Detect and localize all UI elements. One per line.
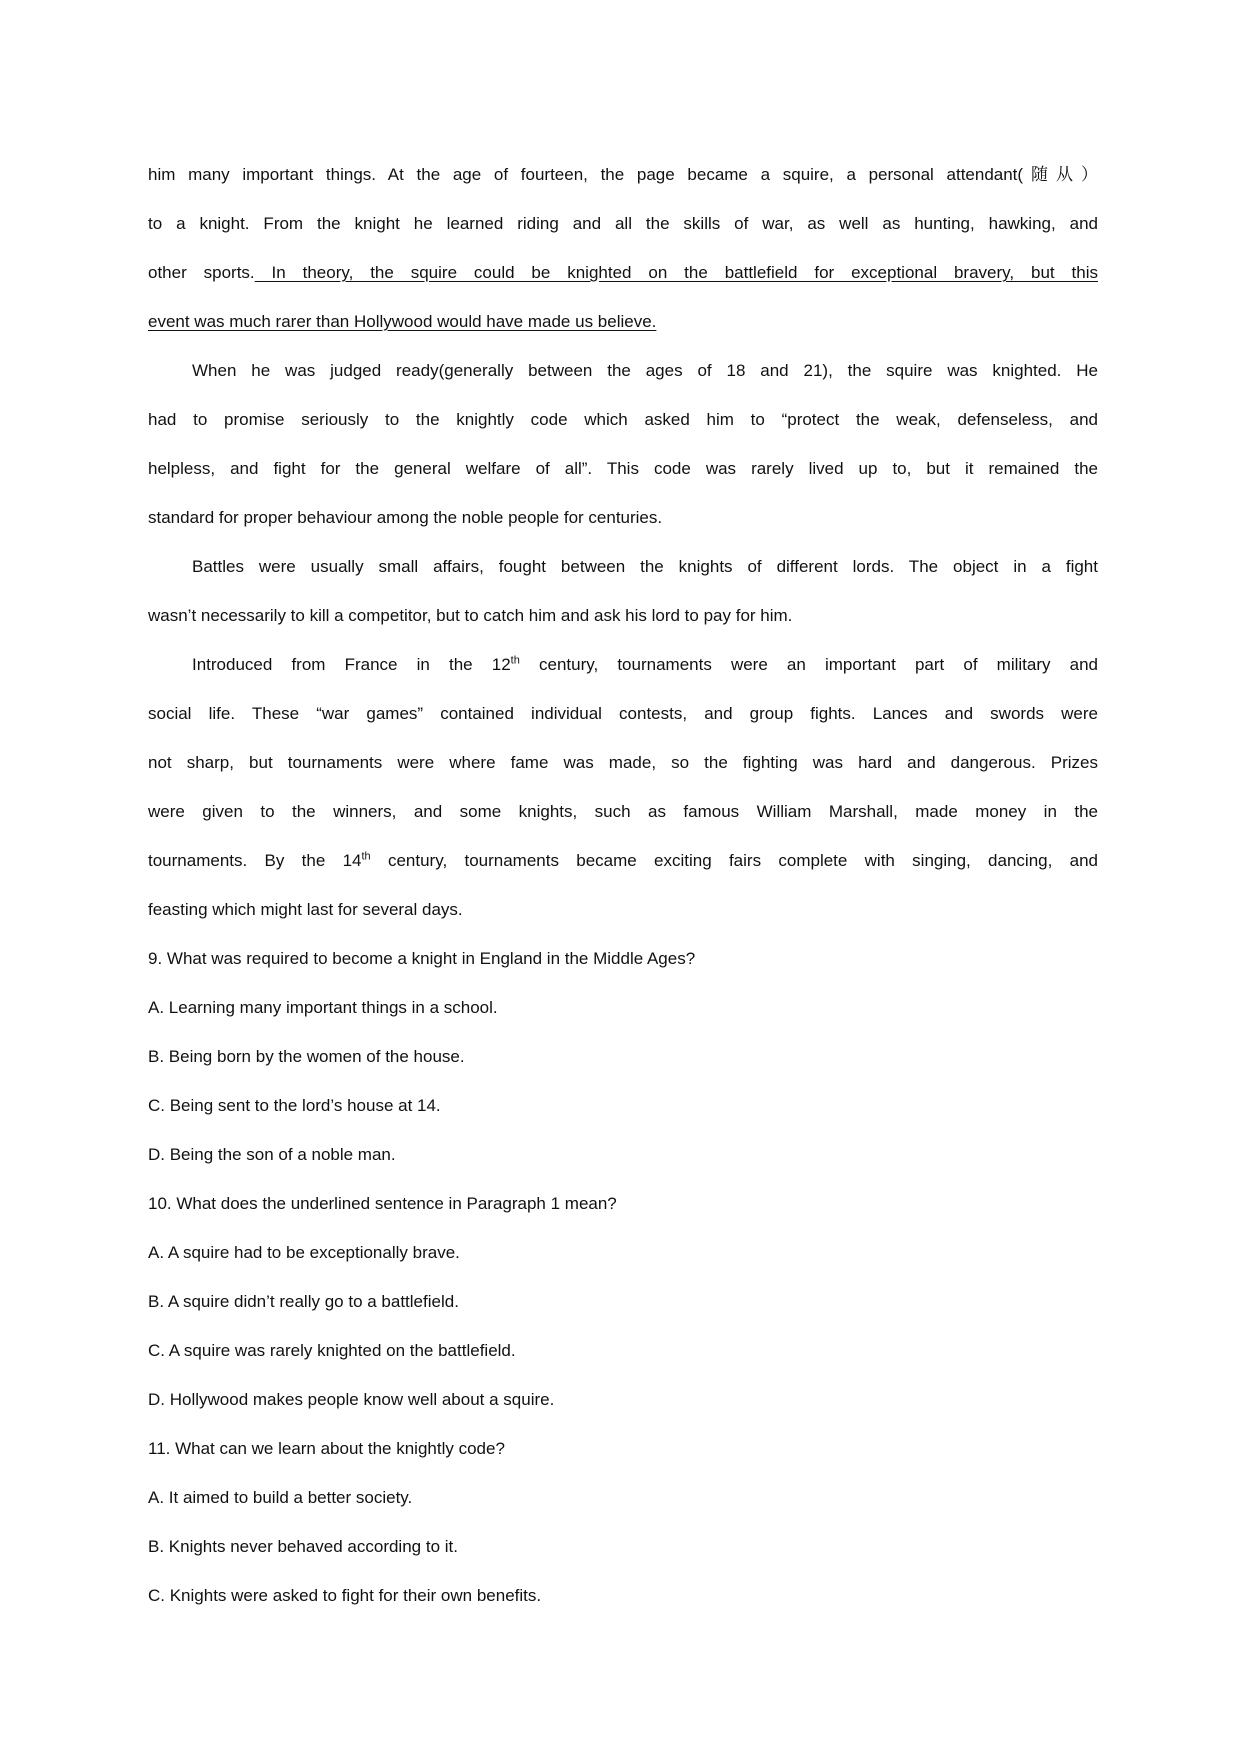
text-line: [148, 248, 1098, 297]
option: C. A squire was rarely knighted on the battlefield.: [148, 1341, 516, 1360]
question-text: 9. What was required to become a knight in England in the Middle Ages?: [148, 949, 696, 968]
text-line: him many important things. At the age of fourteen, the page became a squire, a personal attendant(随从）: [148, 165, 1098, 184]
question-9: [148, 934, 1098, 1179]
question-text: 10. What does the underlined sentence in Paragraph 1 mean?: [148, 1194, 617, 1213]
text-line: were given to the winners, and some knights, such as famous William Marshall, made money in the: [148, 802, 1098, 821]
question-text: 11. What can we learn about the knightly code?: [148, 1439, 505, 1458]
option: C. Being sent to the lord’s house at 14.: [148, 1096, 441, 1115]
option: B. Being born by the women of the house.: [148, 1047, 465, 1066]
text: Introduced from France in the 12: [192, 655, 511, 674]
paragraph-1: [148, 150, 1098, 346]
text-line: [148, 640, 1098, 689]
text-line: When he was judged ready(generally between the ages of 18 and 21), the squire was knighted. He: [192, 361, 1098, 380]
option: D. Being the son of a noble man.: [148, 1145, 396, 1164]
text: century, tournaments were an important part of military and: [519, 655, 1099, 674]
text-line: wasn’t necessarily to kill a competitor, but to catch him and ask his lord to pay for him.: [148, 606, 793, 625]
text-line: standard for proper behaviour among the noble people for centuries.: [148, 508, 663, 527]
question-10: [148, 1179, 1098, 1424]
text: tournaments. By the 14: [148, 851, 362, 870]
option: A. It aimed to build a better society.: [148, 1488, 413, 1507]
underlined-sentence: event was much rarer than Hollywood would have made us believe.: [148, 312, 657, 331]
option: D. Hollywood makes people know well about a squire.: [148, 1390, 555, 1409]
paragraph-3: [148, 542, 1098, 640]
text-line: [148, 836, 1098, 885]
text-line: to a knight. From the knight he learned riding and all the skills of war, as well as hunting, hawking, and: [148, 214, 1098, 233]
paragraph-2: [148, 346, 1098, 542]
option: A. A squire had to be exceptionally brave.: [148, 1243, 460, 1262]
question-11: [148, 1424, 1098, 1620]
paragraph-4: [148, 640, 1098, 934]
text-line: [148, 297, 1098, 346]
text-line: not sharp, but tournaments were where fame was made, so the fighting was hard and dangerous. Prizes: [148, 753, 1098, 772]
underlined-sentence: In theory, the squire could be knighted on the battlefield for exceptional bravery, but this: [254, 263, 1098, 282]
text-line: social life. These “war games” contained individual contests, and group fights. Lances and swords were: [148, 704, 1098, 723]
superscript: th: [510, 654, 520, 667]
text-line: feasting which might last for several days.: [148, 900, 463, 919]
superscript: th: [361, 850, 371, 863]
text-line: had to promise seriously to the knightly code which asked him to “protect the weak, defenseless, and: [148, 410, 1098, 429]
option: B. A squire didn’t really go to a battlefield.: [148, 1292, 459, 1311]
text-line: Battles were usually small affairs, fought between the knights of different lords. The object in a fight: [192, 557, 1098, 576]
text: century, tournaments became exciting fairs complete with singing, dancing, and: [370, 851, 1098, 870]
document-page: [148, 150, 1098, 1620]
option: C. Knights were asked to fight for their own benefits.: [148, 1586, 542, 1605]
text: other sports.: [148, 263, 255, 282]
option: B. Knights never behaved according to it.: [148, 1537, 458, 1556]
text-line: helpless, and fight for the general welfare of all”. This code was rarely lived up to, but it remained the: [148, 459, 1098, 478]
option: A. Learning many important things in a school.: [148, 998, 498, 1017]
